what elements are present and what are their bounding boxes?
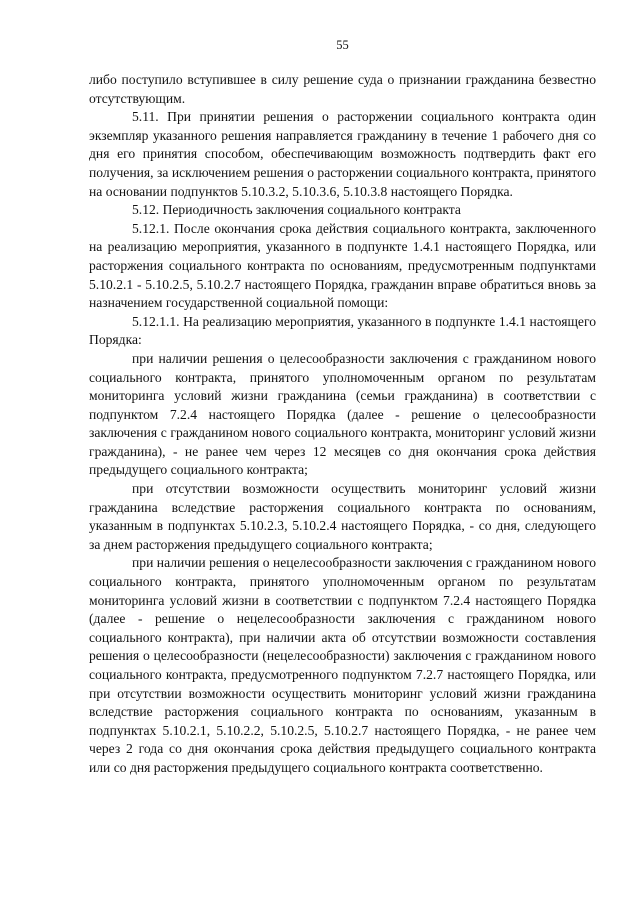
paragraph-5-12-1: 5.12.1. После окончания срока действия социального контракта, заключенного на реализацию мероприятия, указанного в подпункте 1.4.1 настоящего Порядка, или расторжения социального контракта по основаниям, предусмотренным подпунктами 5.10.2.1 - 5.10.2.5, 5.10.2.7 настоящего Порядка, гражданин вправе обратиться вновь за назначением государственной социальной помощи:	[89, 220, 596, 311]
paragraph-5-12-1-1: 5.12.1.1. На реализацию мероприятия, указанного в подпункте 1.4.1 настоящего Порядка:	[89, 313, 596, 348]
paragraph-condition-inexpedient: при наличии решения о нецелесообразности заключения с гражданином нового социального контракта, принятого уполномоченным органом по результатам мониторинга условий жизни в соответствии с подпунктом 7.2.4 настоящего Порядка (далее - решение о нецелесообразности заключения с гражданином нового социального контракта), при наличии акта об отсутствии возможности составления решения о целесообразности (нецелесообразности) заключения с гражданином нового социального контракта, предусмотренного подпунктом 7.2.7 настоящего Порядка, или при отсутствии возможности осуществить мониторинг условий жизни гражданина вследствие расторжения социального контракта по основаниям, указанным в подпунктах 5.10.2.1, 5.10.2.2, 5.10.2.5, 5.10.2.7 настоящего Порядка, - не ранее чем через 2 года со дня окончания срока действия предыдущего социального контракта или со дня расторжения предыдущего социального контракта соответственно.	[89, 555, 596, 775]
paragraph-condition-expedient: при наличии решения о целесообразности заключения с гражданином нового социального контракта, принятого уполномоченным органом по результатам мониторинга условий жизни гражданина (семьи гражданина) в соответствии с подпунктом 7.2.4 настоящего Порядка (далее - решение о целесообразности заключения с гражданином нового социального контракта, мониторинг условий жизни гражданина), - не ранее чем через 12 месяцев со дня окончания срока действия предыдущего социального контракта;	[89, 350, 596, 478]
page-number: 55	[336, 38, 349, 52]
paragraph-5-12-heading: 5.12. Периодичность заключения социального контракта	[132, 202, 461, 218]
paragraph-5-11: 5.11. При принятии решения о расторжении социального контракта один экземпляр указанного решения направляется гражданину в течение 1 рабочего дня со дня его принятия способом, обеспечивающим возможность подтвердить факт его получения, за исключением решения о расторжении социального контракта, принятого на основании подпунктов 5.10.3.2, 5.10.3.6, 5.10.3.8 настоящего Порядка.	[89, 109, 596, 199]
paragraph-continuation: либо поступило вступившее в силу решение суда о признании гражданина безвестно отсутствующим.	[89, 72, 596, 106]
paragraph-condition-no-monitoring: при отсутствии возможности осуществить мониторинг условий жизни гражданина вследствие расторжения социального контракта по основаниям, указанным в подпунктах 5.10.2.3, 5.10.2.4 настоящего Порядка, - со дня, следующего за днем расторжения предыдущего социального контракта;	[89, 481, 596, 552]
